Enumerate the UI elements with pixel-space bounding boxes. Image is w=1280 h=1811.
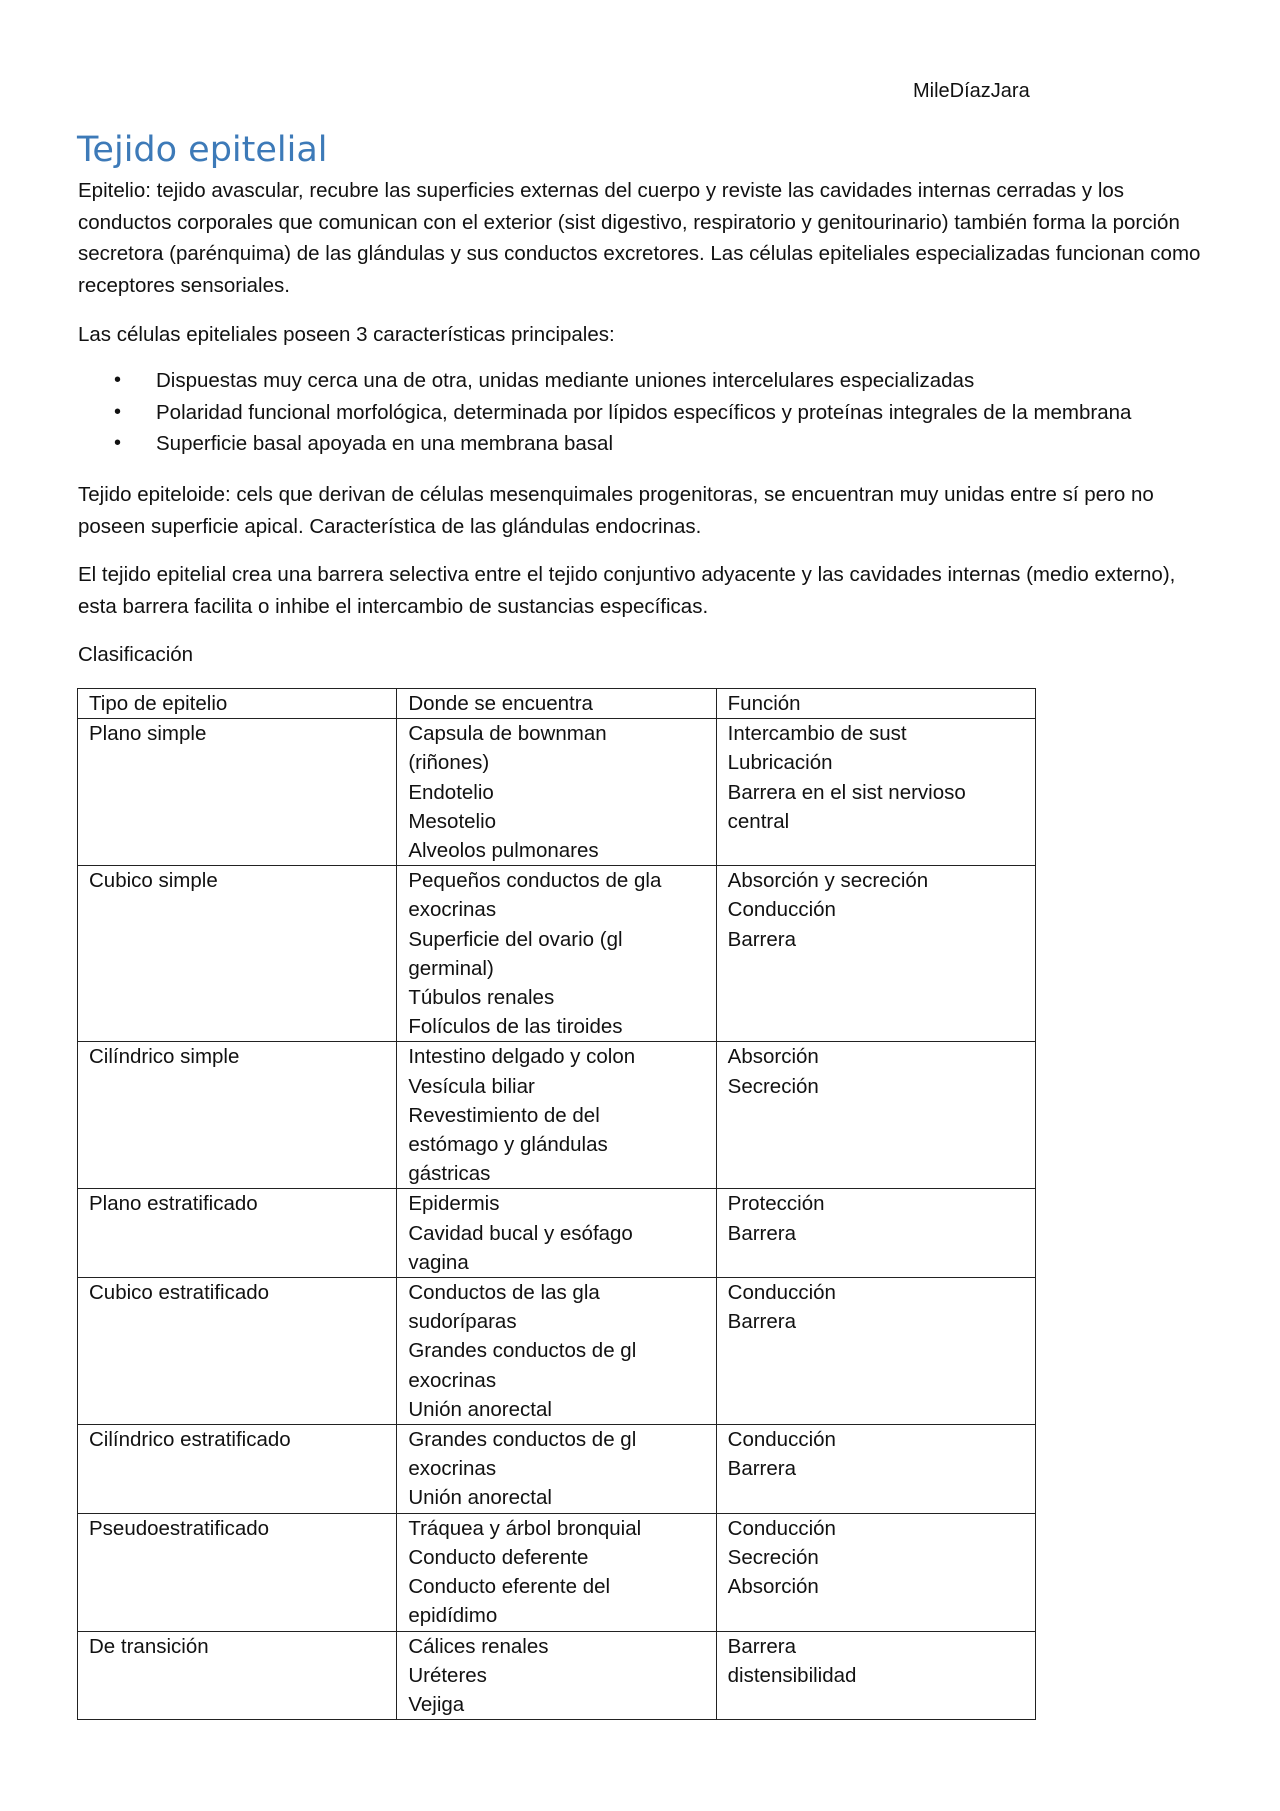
location-line: Mesotelio (408, 809, 497, 833)
function-line: Secreción (727, 1074, 819, 1098)
location-line: Pequeños conductos de gla (408, 869, 662, 893)
location-line: Cálices renales (408, 1634, 549, 1658)
cell-funcion (716, 1189, 1035, 1278)
function-line: Barrera (727, 1221, 797, 1245)
bullet-icon: • (114, 369, 122, 391)
function-line: central (727, 809, 790, 833)
function-line: Absorción (727, 1045, 819, 1069)
intro-paragraph: Epitelio: tejido avascular, recubre las superficies externas del cuerpo y reviste las cavidades internas cerradas y los conductos corporales que comunican con el exterior (sist digestivo, respiratorio y genitourinario) también forma la porción secretora (parénquima) de las glándulas y sus conductos excretores. Las células epiteliales especializadas funcionan como receptores sensoriales. (78, 179, 1201, 297)
bullet-icon: • (114, 432, 122, 454)
epithelium-type: Cubico simple (89, 869, 218, 893)
function-line: Secreción (727, 1545, 819, 1569)
location-line: Conducto eferente del (408, 1575, 611, 1599)
table-body (78, 719, 1036, 1720)
cell-donde (397, 866, 716, 1042)
table-row (78, 719, 1036, 866)
function-line: Barrera (727, 1457, 797, 1481)
bullet-icon: • (114, 400, 122, 423)
cell-donde (397, 1513, 716, 1631)
page-title: Tejido epitelial (77, 130, 328, 170)
cell-funcion (716, 1631, 1035, 1720)
cell-tipo (78, 1189, 397, 1278)
function-line: Lubricación (727, 751, 833, 775)
epithelium-type: Plano estratificado (89, 1192, 258, 1216)
column-header-donde: Donde se encuentra (397, 689, 716, 719)
epithelium-type: De transición (89, 1634, 209, 1658)
function-line: Protección (727, 1192, 825, 1216)
location-line: exocrinas (408, 898, 497, 922)
cell-tipo (78, 1042, 397, 1189)
table-header-row (78, 689, 1036, 719)
barrier-paragraph: El tejido epitelial crea una barrera selectiva entre el tejido conjuntivo adyacente y las cavidades internas (medio externo), esta barrera facilita o inhibe el intercambio de sustancias específicas. (78, 563, 1176, 618)
table-row (78, 1631, 1036, 1720)
location-line: Vesícula biliar (408, 1074, 535, 1098)
location-line: Túbulos renales (408, 986, 555, 1010)
cell-donde (397, 719, 716, 866)
list-item (78, 397, 1228, 429)
location-line: epidídimo (408, 1604, 498, 1628)
cell-funcion (716, 866, 1035, 1042)
cell-tipo (78, 1278, 397, 1425)
column-header-funcion: Función (716, 689, 1035, 719)
cell-tipo (78, 866, 397, 1042)
location-line: sudoríparas (408, 1310, 517, 1334)
epiteloide-paragraph: Tejido epiteloide: cels que derivan de células mesenquimales progenitoras, se encuentran muy unidas entre sí pero no poseen superficie apical. Característica de las glándulas endocrinas. (78, 483, 1154, 538)
function-line: Absorción (727, 1575, 819, 1599)
function-line: distensibilidad (727, 1663, 857, 1687)
table-row (78, 866, 1036, 1042)
cell-funcion (716, 1042, 1035, 1189)
table-row (78, 1278, 1036, 1425)
table-row (78, 1513, 1036, 1631)
cell-donde (397, 1042, 716, 1189)
epithelium-type: Cilíndrico estratificado (89, 1428, 291, 1452)
location-line: Grandes conductos de gl (408, 1428, 637, 1452)
function-line: Absorción y secreción (727, 869, 929, 893)
function-line: Conducción (727, 1281, 836, 1305)
classification-table (77, 688, 1036, 1720)
cell-funcion (716, 719, 1035, 866)
location-line: Revestimiento de del (408, 1103, 600, 1127)
location-line: Alveolos pulmonares (408, 839, 599, 863)
location-line: Tráquea y árbol bronquial (408, 1516, 642, 1540)
characteristics-list (78, 365, 1228, 460)
location-line: Endotelio (408, 780, 494, 804)
location-line: Cavidad bucal y esófago (408, 1221, 633, 1245)
location-line: Capsula de bownman (408, 722, 607, 746)
location-line: vagina (408, 1250, 469, 1274)
table-row (78, 1042, 1036, 1189)
cell-donde (397, 1631, 716, 1720)
cell-donde (397, 1189, 716, 1278)
location-line: Folículos de las tiroides (408, 1015, 623, 1039)
list-item-text: Polaridad funcional morfológica, determinada por lípidos específicos y proteínas integrales de la membrana (156, 400, 1132, 424)
function-line: Conducción (727, 1428, 836, 1452)
epithelium-type: Cubico estratificado (89, 1281, 270, 1305)
cell-tipo (78, 1513, 397, 1631)
list-item (78, 428, 1228, 460)
location-line: exocrinas (408, 1457, 497, 1481)
location-line: Grandes conductos de gl (408, 1339, 637, 1363)
function-line: Barrera en el sist nervioso (727, 780, 966, 804)
function-line: Barrera (727, 927, 797, 951)
epithelium-type: Pseudoestratificado (89, 1516, 270, 1540)
list-item-text: Dispuestas muy cerca una de otra, unidas mediante uniones intercelulares especializadas (156, 369, 975, 392)
location-line: Unión anorectal (408, 1486, 552, 1510)
table-row (78, 1189, 1036, 1278)
function-line: Conducción (727, 1516, 836, 1540)
location-line: Unión anorectal (408, 1397, 552, 1421)
cell-donde (397, 1278, 716, 1425)
table-row (78, 1425, 1036, 1514)
location-line: germinal) (408, 956, 494, 980)
function-line: Conducción (727, 898, 836, 922)
location-line: gástricas (408, 1162, 491, 1186)
cell-funcion (716, 1513, 1035, 1631)
column-header-tipo: Tipo de epitelio (78, 689, 397, 719)
location-line: Vejiga (408, 1692, 465, 1716)
cell-tipo (78, 1425, 397, 1514)
function-line: Intercambio de sust (727, 722, 907, 746)
cell-funcion (716, 1425, 1035, 1514)
location-line: Intestino delgado y colon (408, 1045, 636, 1069)
location-line: exocrinas (408, 1368, 497, 1392)
function-line: Barrera (727, 1634, 797, 1658)
function-line: Barrera (727, 1310, 797, 1334)
list-item-text: Superficie basal apoyada en una membrana basal (156, 432, 613, 455)
characteristics-intro: Las células epiteliales poseen 3 características principales: (78, 323, 615, 346)
location-line: Conducto deferente (408, 1545, 589, 1569)
author-name: MileDíazJara (913, 80, 1030, 102)
location-line: Conductos de las gla (408, 1281, 600, 1305)
epithelium-type: Cilíndrico simple (89, 1045, 240, 1069)
cell-donde (397, 1425, 716, 1514)
cell-tipo (78, 719, 397, 866)
location-line: Epidermis (408, 1192, 500, 1216)
cell-funcion (716, 1278, 1035, 1425)
list-item (78, 365, 1228, 397)
classification-label: Clasificación (78, 643, 194, 666)
epithelium-type: Plano simple (89, 722, 207, 746)
location-line: (riñones) (408, 751, 490, 775)
location-line: Superficie del ovario (gl (408, 927, 623, 951)
location-line: estómago y glándulas (408, 1133, 608, 1157)
location-line: Uréteres (408, 1663, 487, 1687)
cell-tipo (78, 1631, 397, 1720)
